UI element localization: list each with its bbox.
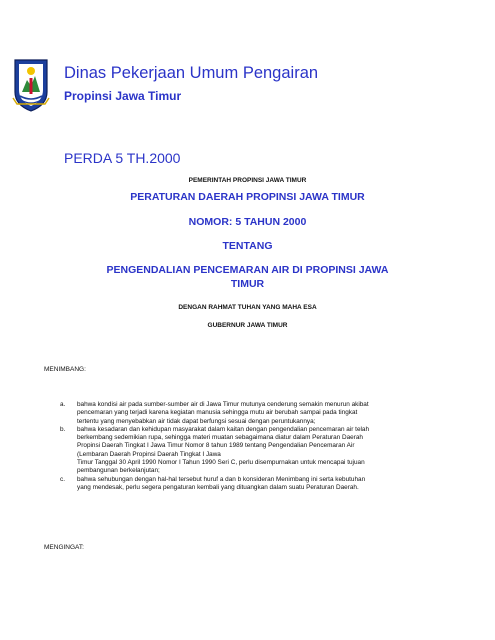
governor-line: GUBERNUR JAWA TIMUR [207,322,288,329]
menimbang-list [60,401,480,492]
list-item-line: Propinsi Daerah Tingkat I Jawa Timur Nomor 8 tahun 1989 tentang Pengendalian Pencemaran Air [77,442,355,450]
list-item-line: berkembang sedemikian rupa, sehingga materi muatan sebagaimana diatur dalam Peraturan Daerah [77,434,363,442]
organization-name: Dinas Pekerjaan Umum Pengairan [64,64,319,82]
list-item-marker: a. [60,401,66,408]
list-item-line: pencemaran yang terjadi karena kegiatan manusia sehingga mutu air berubah sampai pada tingkat [77,409,358,417]
organization-subtitle: Propinsi Jawa Timur [64,89,182,103]
list-item-line: bahwa kondisi air pada sumber-sumber air di Jawa Timur mutunya cenderung semakin menurun akibat [77,401,369,408]
regulation-subject-line1: PENGENDALIAN PENCEMARAN AIR DI PROPINSI JAWA [106,264,389,276]
regulation-number: NOMOR: 5 TAHUN 2000 [188,216,307,228]
mengingat-label: MENGINGAT: [44,544,84,551]
list-item-line: Timur Tanggal 30 April 1990 Nomor I Tahun 1990 Seri C, perlu disempurnakan untuk mencapai tujuan [77,459,365,467]
list-item [60,426,480,476]
list-item-line: (Lembaran Daerah Propinsi Daerah Tingkat I Jawa [77,450,221,458]
list-item-marker: b. [60,425,66,433]
regulation-subject-line2: TIMUR [230,278,265,290]
list-item-marker: c. [60,475,65,483]
regulation-heading: PERATURAN DAERAH PROPINSI JAWA TIMUR [130,191,365,203]
list-item-line: pembangunan berkelanjutan; [77,467,160,475]
blessing-line: DENGAN RAHMAT TUHAN YANG MAHA ESA [178,304,317,311]
menimbang-label: MENIMBANG: [44,366,86,373]
regulation-about: TENTANG [222,240,273,252]
list-item-line: bahwa kesadaran dan kehidupan masyarakat dalam kaitan dengan pengendalian pencemaran air telah [77,425,370,433]
document-title: PERDA 5 TH.2000 [64,150,181,166]
issuer-line: PEMERINTAH PROPINSI JAWA TIMUR [188,177,307,184]
list-item-line: yang mendesak, perlu segera pengaturan kembali yang dituangkan dalam suatu Peraturan Daerah. [77,483,359,491]
list-item-line: tertentu yang menyebabkan air tidak dapat berfungsi sesuai dengan peruntukannya; [77,417,316,425]
jawa-timur-emblem-icon [12,58,50,112]
list-item-line: bahwa sehubungan dengan hal-hal tersebut huruf a dan b konsideran Menimbang ini serta kebutuhan [77,475,366,483]
list-item [60,401,480,426]
list-item [60,476,480,493]
